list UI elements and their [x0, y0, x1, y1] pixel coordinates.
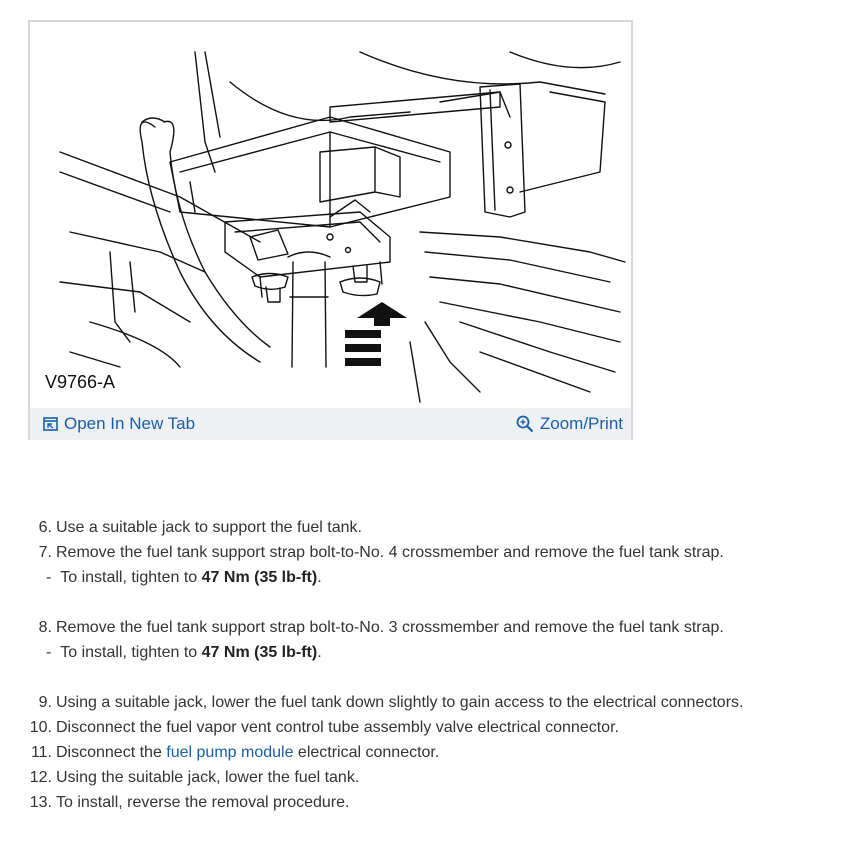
- zoom-print-link[interactable]: [516, 414, 623, 434]
- open-tab-icon: [43, 417, 58, 431]
- step-8: 8. Remove the fuel tank support strap bolt-to-No. 3 crossmember and remove the fuel tank strap.: [38, 619, 724, 636]
- procedure-steps: [24, 515, 854, 815]
- step-8-install-note: - To install, tighten to 47 Nm (35 lb-ft).: [46, 644, 322, 661]
- torque-value: 47 Nm (35 lb-ft): [201, 644, 318, 661]
- step-6: 6. Use a suitable jack to support the fuel tank.: [38, 519, 362, 536]
- figure-toolbar: [30, 408, 631, 440]
- step-11: 11. Disconnect the fuel pump module electrical connector.: [30, 744, 440, 761]
- fuel-tank-strap-illustration: [30, 22, 631, 406]
- step-9: 9. Using a suitable jack, lower the fuel tank down slightly to gain access to the electrical connectors.: [38, 694, 744, 711]
- step-7-install-note: - To install, tighten to 47 Nm (35 lb-ft).: [46, 569, 322, 586]
- step-7: 7. Remove the fuel tank support strap bolt-to-No. 4 crossmember and remove the fuel tank strap.: [38, 544, 724, 561]
- figure-card: [28, 20, 633, 440]
- step-10: 10. Disconnect the fuel vapor vent control tube assembly valve electrical connector.: [29, 719, 619, 736]
- step-13: 13. To install, reverse the removal procedure.: [29, 794, 350, 811]
- figure-id-label: V9766-A: [45, 372, 116, 392]
- zoom-print-label: Zoom/Print: [539, 414, 623, 433]
- direction-arrow-icon: [345, 302, 407, 366]
- step-12: 12. Using the suitable jack, lower the fuel tank.: [29, 769, 360, 786]
- fuel-pump-module-link[interactable]: fuel pump module: [166, 744, 294, 761]
- open-in-new-tab-label: Open In New Tab: [64, 414, 196, 433]
- open-in-new-tab-link[interactable]: [43, 414, 195, 434]
- torque-value: 47 Nm (35 lb-ft): [201, 569, 318, 586]
- zoom-icon: [516, 415, 534, 433]
